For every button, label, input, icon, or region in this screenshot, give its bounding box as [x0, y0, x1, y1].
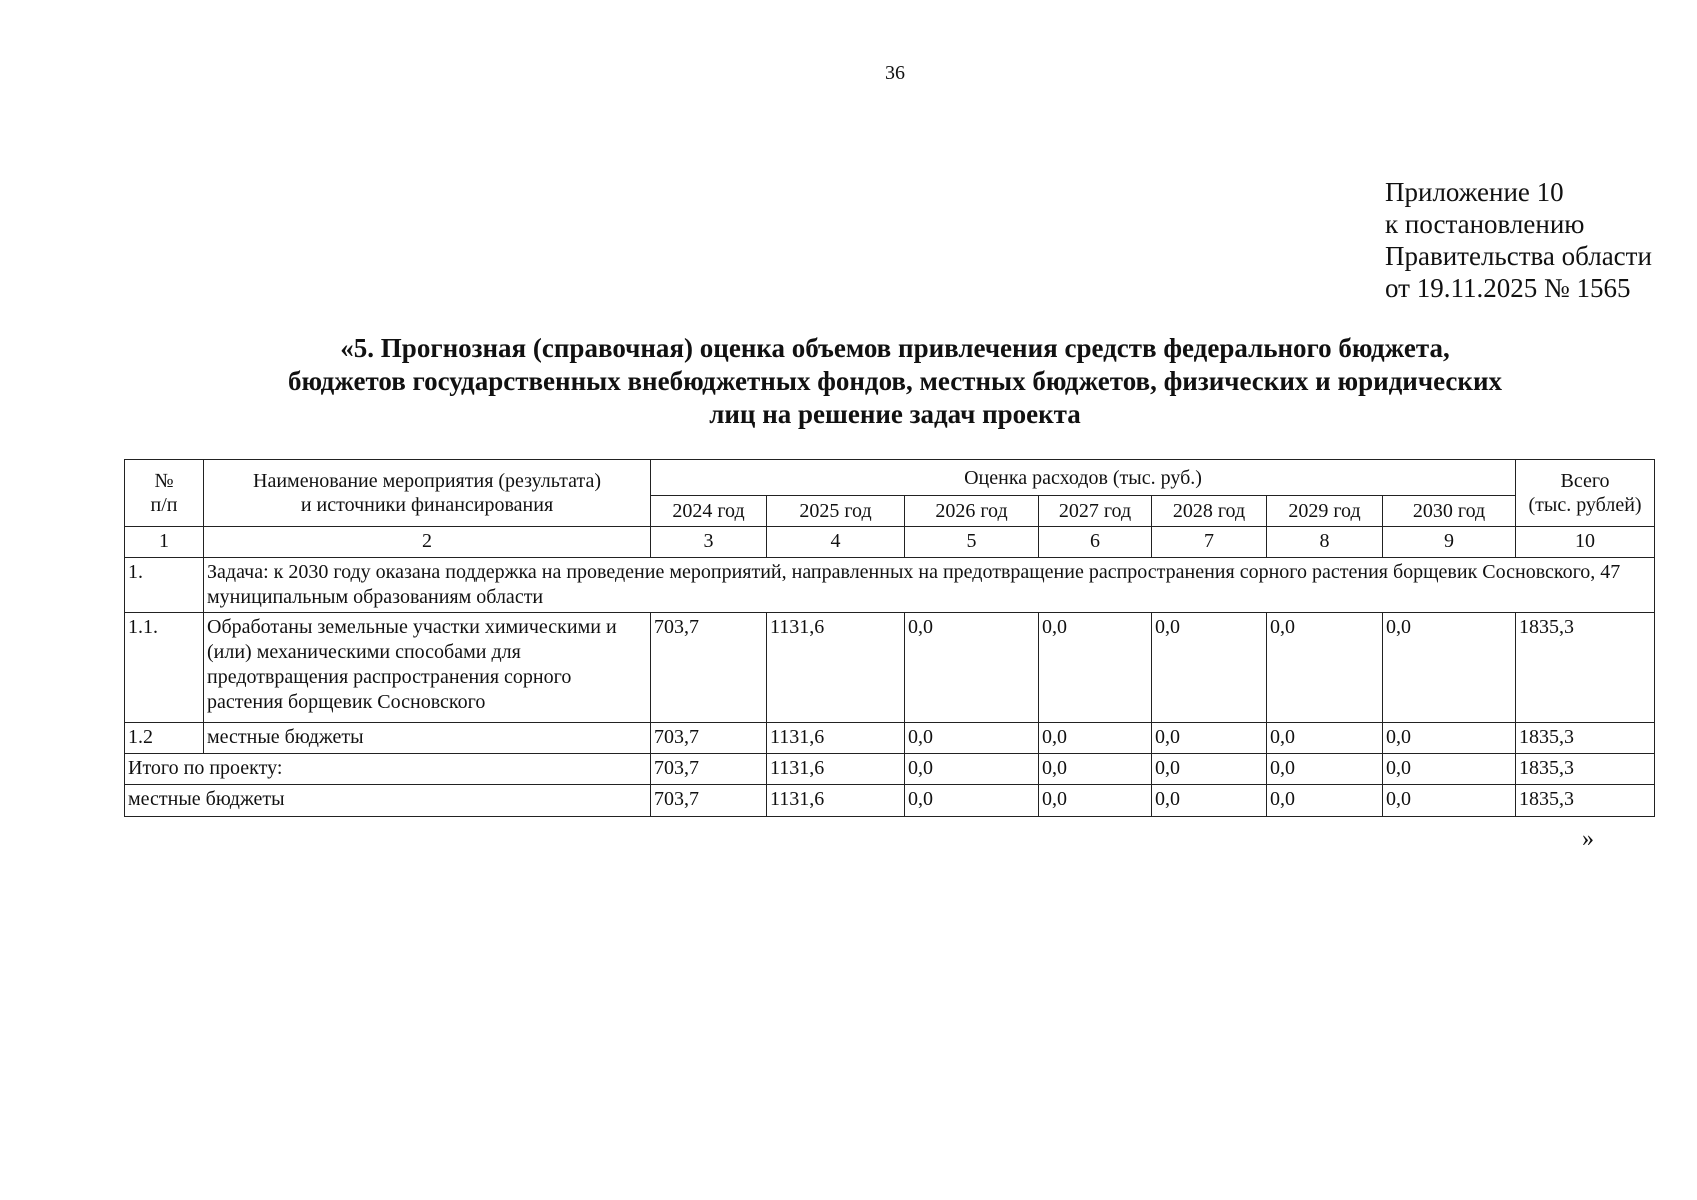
- value-cell: 0,0: [905, 785, 1039, 817]
- value-cell: 0,0: [1152, 754, 1267, 785]
- value-cell: 0,0: [1267, 785, 1383, 817]
- value-cell: 0,0: [1039, 613, 1152, 723]
- column-number-cell: 9: [1383, 527, 1516, 558]
- value-cell: 0,0: [1383, 754, 1516, 785]
- header-name-line: и источники финансирования: [300, 494, 554, 516]
- header-name-line: Наименование мероприятия (результата): [253, 470, 601, 492]
- header-name-cell: [204, 460, 651, 527]
- page-number: 36: [885, 62, 905, 84]
- column-number-cell: 3: [651, 527, 767, 558]
- task-num-cell: 1.: [125, 558, 204, 613]
- budget-table: [124, 459, 1655, 817]
- value-cell: 0,0: [1039, 723, 1152, 754]
- header-year-cell: 2027 год: [1039, 496, 1152, 527]
- value-cell: 0,0: [905, 723, 1039, 754]
- appendix-line: Правительства области: [1385, 241, 1652, 271]
- column-number-cell: 10: [1516, 527, 1655, 558]
- header-year-cell: 2030 год: [1383, 496, 1516, 527]
- header-num-cell: [125, 460, 204, 527]
- header-estimate-cell: Оценка расходов (тыс. руб.): [651, 460, 1516, 496]
- header-year-cell: 2029 год: [1267, 496, 1383, 527]
- section-heading: [210, 332, 1580, 431]
- closing-quote: »: [1582, 826, 1594, 852]
- header-year-cell: 2028 год: [1152, 496, 1267, 527]
- column-number-cell: 1: [125, 527, 204, 558]
- value-cell: 0,0: [1383, 785, 1516, 817]
- heading-line: «5. Прогнозная (справочная) оценка объемов привлечения средств федерального бюджета,: [340, 333, 1450, 363]
- value-cell: 1131,6: [767, 723, 905, 754]
- header-num-line: п/п: [150, 494, 178, 516]
- value-cell: 0,0: [1267, 723, 1383, 754]
- header-year-cell: 2026 год: [905, 496, 1039, 527]
- total-cell: 1835,3: [1516, 723, 1655, 754]
- column-number-cell: 8: [1267, 527, 1383, 558]
- column-number-cell: 7: [1152, 527, 1267, 558]
- column-number-cell: 5: [905, 527, 1039, 558]
- table-header-row: [125, 460, 1655, 496]
- table-row: [125, 723, 1655, 754]
- value-cell: 0,0: [905, 754, 1039, 785]
- row-num-cell: 1.1.: [125, 613, 204, 723]
- value-cell: 0,0: [1267, 754, 1383, 785]
- value-cell: 703,7: [651, 754, 767, 785]
- summary-label-cell: местные бюджеты: [125, 785, 651, 817]
- task-text-cell: Задача: к 2030 году оказана поддержка на проведение мероприятий, направленных на предотвращение распространения сорного растения борщевик Сосновского, 47 муниципальным образованиям области: [204, 558, 1655, 613]
- header-num-line: №: [154, 470, 174, 492]
- appendix-line: от 19.11.2025 № 1565: [1385, 273, 1631, 303]
- value-cell: 0,0: [1383, 723, 1516, 754]
- value-cell: 1131,6: [767, 785, 905, 817]
- value-cell: 703,7: [651, 613, 767, 723]
- value-cell: 0,0: [1039, 785, 1152, 817]
- column-number-row: [125, 527, 1655, 558]
- task-row: [125, 558, 1655, 613]
- value-cell: 0,0: [1152, 785, 1267, 817]
- heading-line: лиц на решение задач проекта: [709, 399, 1081, 429]
- appendix-line: Приложение 10: [1385, 177, 1564, 207]
- column-number-cell: 4: [767, 527, 905, 558]
- header-total-line: (тыс. рублей): [1528, 494, 1642, 516]
- header-total-line: Всего: [1560, 470, 1610, 492]
- total-cell: 1835,3: [1516, 754, 1655, 785]
- value-cell: 1131,6: [767, 613, 905, 723]
- column-number-cell: 2: [204, 527, 651, 558]
- appendix-line: к постановлению: [1385, 209, 1585, 239]
- summary-label-cell: Итого по проекту:: [125, 754, 651, 785]
- summary-row: [125, 785, 1655, 817]
- value-cell: 703,7: [651, 785, 767, 817]
- total-cell: 1835,3: [1516, 613, 1655, 723]
- heading-line: бюджетов государственных внебюджетных фондов, местных бюджетов, физических и юридических: [288, 366, 1502, 396]
- value-cell: 0,0: [1383, 613, 1516, 723]
- value-cell: 0,0: [1152, 723, 1267, 754]
- value-cell: 0,0: [1039, 754, 1152, 785]
- header-year-cell: 2025 год: [767, 496, 905, 527]
- column-number-cell: 6: [1039, 527, 1152, 558]
- value-cell: 0,0: [1152, 613, 1267, 723]
- header-year-cell: 2024 год: [651, 496, 767, 527]
- total-cell: 1835,3: [1516, 785, 1655, 817]
- value-cell: 0,0: [1267, 613, 1383, 723]
- value-cell: 0,0: [905, 613, 1039, 723]
- row-name-cell: Обработаны земельные участки химическими и (или) механическими способами для предотвращения распространения сорного растения борщевик Сосновского: [204, 613, 651, 723]
- summary-row: [125, 754, 1655, 785]
- header-total-cell: [1516, 460, 1655, 527]
- row-name-cell: местные бюджеты: [204, 723, 651, 754]
- value-cell: 1131,6: [767, 754, 905, 785]
- value-cell: 703,7: [651, 723, 767, 754]
- appendix-block: [1385, 176, 1652, 304]
- row-num-cell: 1.2: [125, 723, 204, 754]
- table-row: [125, 613, 1655, 723]
